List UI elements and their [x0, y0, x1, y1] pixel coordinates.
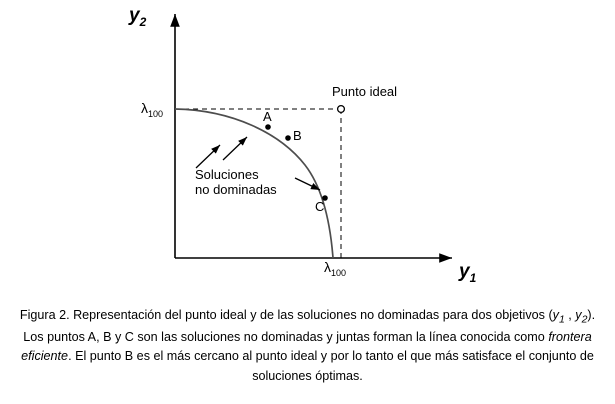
caption-y2: $y_2$ — [575, 308, 588, 326]
x-axis-tick-lambda: $\lambda_{100}$ — [324, 259, 347, 278]
point-b-marker — [285, 135, 291, 141]
solutions-arrow-1 — [223, 137, 247, 160]
y-axis-tick-lambda: $\lambda_{100}$ — [141, 100, 164, 119]
caption-part-2: , — [564, 308, 576, 322]
caption-y1: $y_1$ — [552, 308, 565, 326]
point-c-label: C — [315, 199, 325, 214]
y-axis-label: $y_2$ — [129, 5, 147, 29]
point-b-label: B — [293, 128, 302, 143]
ideal-point-label: Punto ideal — [332, 84, 398, 99]
solutions-arrow-2 — [196, 145, 220, 168]
caption-italic-term: frontera eficiente — [21, 329, 592, 364]
caption-part-1: Figura 2. Representación del punto ideal y de las soluciones no dominadas para dos objetivos ( — [19, 308, 553, 322]
figure-caption — [0, 306, 615, 386]
caption-part-4: . El punto B es el más cercano al punto ideal y por lo tanto el que más satisface el conjunto de soluciones óptimas. — [68, 349, 594, 383]
non-dominated-solutions-label: Soluciones no dominadas — [195, 167, 277, 197]
caption-part-3: ). Los puntos A, B y C son las soluciones no dominadas y juntas forman la línea conocida como — [23, 308, 596, 344]
point-a-marker — [265, 124, 271, 130]
point-a-label: A — [263, 109, 272, 124]
ideal-point-marker — [338, 106, 345, 113]
x-axis-label: $y_1$ — [459, 261, 477, 285]
